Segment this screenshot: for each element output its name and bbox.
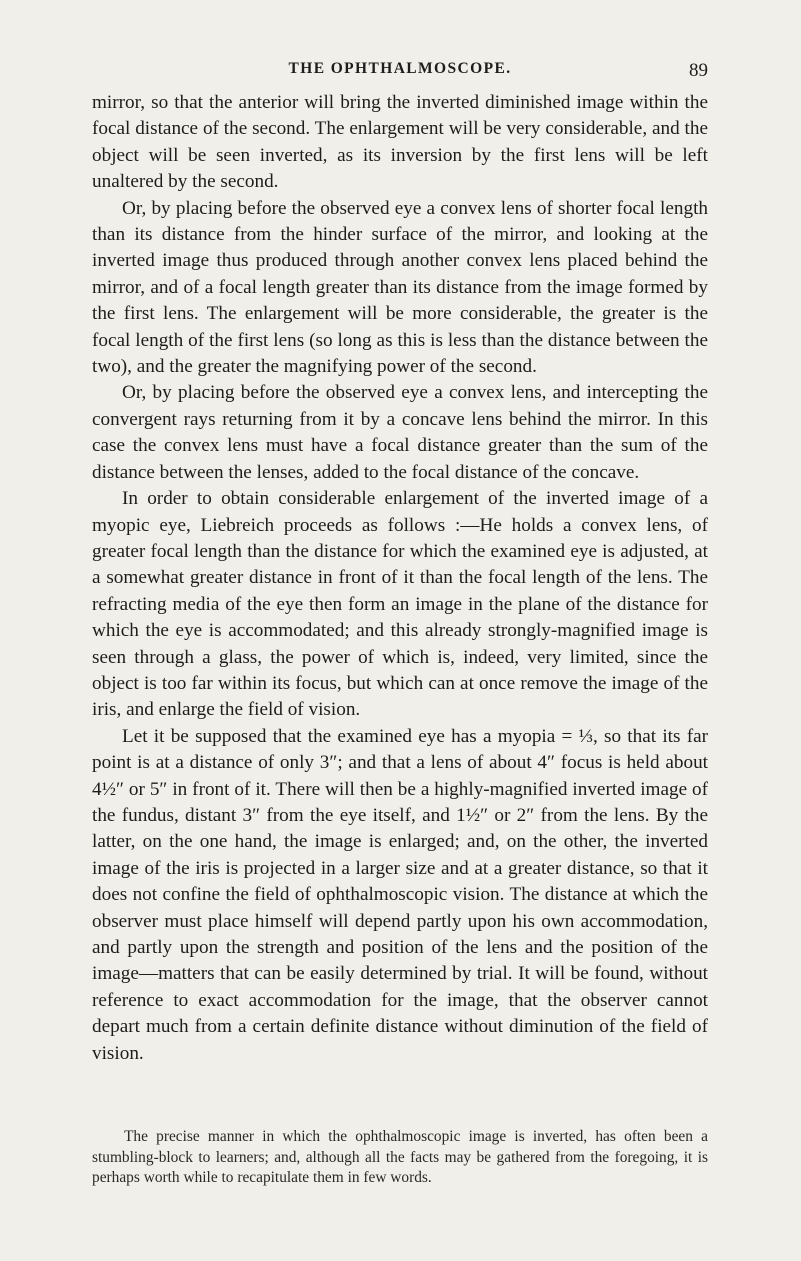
body-text: [92, 90, 708, 1067]
paragraph: Let it be supposed that the examined eye has a myopia = ⅓, so that its far point is at a distance of only 3″; and that a lens of about 4″ focus is held about 4½″ or 5″ in front of it. There will then be a highly-magnified inverted image of the fundus, distant 3″ from the eye itself, and 1½″ or 2″ from the lens. By the latter, on the one hand, the image is enlarged; and, on the other, the inverted image of the iris is projected in a larger size and at a greater distance, so that it does not confine the field of ophthalmoscopic vision. The distance at which the observer must place himself will depend partly upon his own accommodation, and partly upon the strength and position of the lens and the position of the image—matters that can be easily determined by trial. It will be found, without reference to exact accommodation for the image, that the observer cannot depart much from a certain definite distance without diminution of the field of vision.: [92, 725, 708, 1064]
running-title: THE OPHTHALMOSCOPE.: [288, 60, 512, 77]
page-header: [92, 60, 708, 84]
closing-small-print-paragraph: The precise manner in which the ophthalmoscopic image is inverted, has often been a stumbling-block to learners; and, although all the facts may be gathered from the foregoing, it is perhaps worth while to recapitulate them in few words.: [92, 1128, 708, 1186]
page-number: 89: [689, 60, 708, 81]
paragraph: Or, by placing before the observed eye a convex lens, and intercepting the convergent rays returning from it by a concave lens behind the mirror. In this case the convex lens must have a focal distance greater than the sum of the distance between the lenses, added to the focal distance of the concave.: [92, 382, 708, 483]
paragraph: Or, by placing before the observed eye a convex lens of shorter focal length than its distance from the hinder surface of the mirror, and looking at the inverted image thus produced through another convex lens placed behind the mirror, and of a focal length greater than its distance from the image formed by the first lens. The enlargement will be more considerable, the greater is the focal length of the first lens (so long as this is less than the distance between the two), and the greater the magnifying power of the second.: [92, 197, 708, 378]
paragraph-continued: mirror, so that the anterior will bring the inverted diminished image within the focal distance of the second. The enlargement will be very considerable, and the object will be seen inverted, as its inversion by the first lens will be left unaltered by the second.: [92, 92, 708, 193]
paragraph: In order to obtain considerable enlargement of the inverted image of a myopic eye, Liebreich proceeds as follows :—He holds a convex lens, of greater focal length than the distance for which the examined eye is adjusted, at a somewhat greater distance in front of it than the focal length of the lens. The refracting media of the eye then form an image in the plane of the distance for which the eye is accommodated; and this already strongly-magnified image is seen through a glass, the power of which is, indeed, very limited, since the object is too far within its focus, but which can at once remove the image of the iris, and enlarge the field of vision.: [92, 488, 708, 721]
